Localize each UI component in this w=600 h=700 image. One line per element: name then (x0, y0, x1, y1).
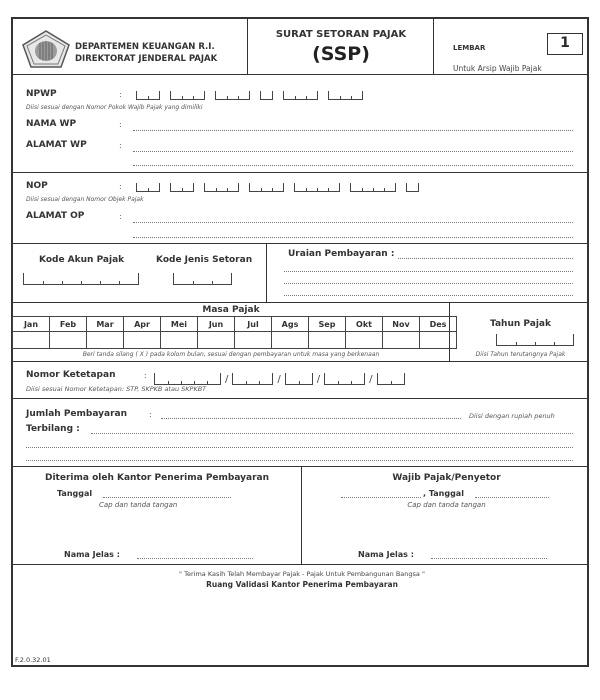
month-checkbox[interactable] (272, 332, 309, 349)
penyetor-nama-field[interactable] (431, 558, 547, 559)
penerima-tanggal-label: Tanggal (57, 489, 93, 498)
digit-cell[interactable] (193, 90, 204, 99)
month-label: Okt (346, 317, 383, 332)
nop-digit-group[interactable] (204, 183, 239, 192)
npwp-digit-group[interactable] (136, 91, 160, 100)
digit-cell[interactable] (62, 272, 81, 284)
digit-cell[interactable] (384, 182, 395, 191)
npwp-digit-group[interactable] (170, 91, 205, 100)
org-line-1: DEPARTEMEN KEUANGAN R.I. (75, 42, 215, 52)
kode-akun-digit-group[interactable] (23, 273, 139, 285)
digit-cell[interactable] (306, 90, 317, 99)
npwp-colon: : (119, 90, 122, 99)
month-checkbox[interactable] (124, 332, 161, 349)
alamat-op-label: ALAMAT OP (26, 211, 85, 221)
digit-cell[interactable] (351, 90, 362, 99)
tahun-pajak-input[interactable] (496, 334, 584, 346)
nop-colon: : (119, 182, 122, 191)
nomor-ketetapan-note: Diisi sesuai Nomor Ketetapan: STP, SKPKB atau SKPKBT (26, 385, 207, 393)
divider (13, 564, 587, 565)
digit-cell[interactable] (329, 90, 340, 99)
month-checkbox[interactable] (420, 332, 457, 349)
uraian-pembayaran-label: Uraian Pembayaran : (288, 249, 395, 259)
lembar-note: Untuk Arsip Wajib Pajak (453, 64, 542, 73)
uraian-pembayaran-field-line-4[interactable] (284, 295, 573, 296)
month-label: Ags (272, 317, 309, 332)
terbilang-field-line-3[interactable] (26, 460, 573, 461)
penerima-nama-field[interactable] (137, 558, 253, 559)
digit-cell[interactable] (246, 372, 259, 384)
month-checkbox[interactable] (383, 332, 420, 349)
nop-digit-group[interactable] (170, 183, 194, 192)
npwp-digit-group[interactable] (260, 91, 273, 100)
digit-cell[interactable] (317, 182, 328, 191)
month-label: Sep (309, 317, 346, 332)
npwp-label: NPWP (26, 89, 57, 99)
digit-cell[interactable] (306, 182, 317, 191)
digit-cell[interactable] (325, 372, 338, 384)
tahun-pajak-label: Tahun Pajak (490, 319, 551, 329)
digit-cell[interactable] (391, 372, 404, 384)
digit-cell[interactable] (407, 182, 418, 191)
month-label: Jan (13, 317, 50, 332)
digit-cell[interactable] (194, 372, 207, 384)
digit-cell[interactable] (216, 182, 227, 191)
npwp-digit-group[interactable] (283, 91, 318, 100)
alamat-op-field-line-2[interactable] (133, 237, 573, 238)
terbilang-field-line-2[interactable] (26, 447, 573, 448)
npwp-input[interactable] (136, 91, 373, 100)
tahun-digit-group[interactable] (496, 334, 574, 346)
ketetapan-digit-group[interactable] (377, 373, 405, 385)
nop-label: NOP (26, 181, 48, 191)
digit-cell[interactable] (516, 333, 535, 345)
digit-cell[interactable] (171, 90, 182, 99)
kode-jenis-setoran-input[interactable] (173, 273, 242, 285)
digit-cell[interactable] (182, 182, 193, 191)
thank-you-note: " Terima Kasih Telah Membayar Pajak - Pajak Untuk Pembangunan Bangsa " (179, 570, 425, 578)
digit-cell[interactable] (171, 182, 182, 191)
digit-cell[interactable] (295, 90, 306, 99)
divider (266, 243, 267, 302)
penerima-tanggal-field[interactable] (103, 497, 231, 498)
month-label: Jul (235, 317, 272, 332)
digit-cell[interactable] (100, 272, 119, 284)
nop-digit-group[interactable] (350, 183, 396, 192)
divider (13, 74, 587, 75)
ketetapan-digit-group[interactable] (232, 373, 273, 385)
nomor-ketetapan-input[interactable] (154, 373, 415, 385)
month-checkbox[interactable] (235, 332, 272, 349)
penyetor-title: Wajib Pajak/Penyetor (392, 473, 501, 483)
digit-cell[interactable] (233, 372, 246, 384)
terbilang-label: Terbilang : (26, 424, 80, 434)
digit-cell[interactable] (207, 372, 220, 384)
nomor-ketetapan-colon: : (144, 371, 147, 380)
digit-cell[interactable] (137, 90, 148, 99)
jumlah-pembayaran-note: Diisi dengan rupiah penuh (469, 412, 555, 420)
alamat-wp-field-line-2[interactable] (133, 165, 573, 166)
nop-digit-group[interactable] (406, 183, 419, 192)
jumlah-pembayaran-colon: : (149, 410, 152, 419)
month-label: Mar (87, 317, 124, 332)
separator-slash: / (369, 374, 373, 385)
digit-cell[interactable] (24, 272, 43, 284)
digit-cell[interactable] (227, 182, 238, 191)
jumlah-pembayaran-label: Jumlah Pembayaran (26, 409, 128, 419)
nama-wp-label: NAMA WP (26, 119, 77, 129)
digit-cell[interactable] (535, 333, 554, 345)
month-label: Des (420, 317, 457, 332)
form-code: F.2.0.32.01 (15, 656, 51, 664)
digit-cell[interactable] (250, 182, 261, 191)
divider (13, 172, 587, 173)
nomor-ketetapan-label: Nomor Ketetapan (26, 370, 116, 380)
month-label: Apr (124, 317, 161, 332)
uraian-pembayaran-field[interactable] (398, 258, 573, 259)
digit-cell[interactable] (299, 372, 312, 384)
digit-cell[interactable] (351, 182, 362, 191)
npwp-digit-group[interactable] (215, 91, 250, 100)
digit-cell[interactable] (119, 272, 138, 284)
divider (433, 19, 434, 74)
digit-cell[interactable] (295, 182, 306, 191)
organization-name (75, 41, 217, 65)
npwp-note: Diisi sesuai dengan Nomor Pokok Wajib Pajak yang dimiliki (26, 104, 203, 111)
uraian-pembayaran-field-line-3[interactable] (284, 283, 573, 284)
nop-digit-group[interactable] (249, 183, 284, 192)
npwp-digit-group[interactable] (328, 91, 363, 100)
digit-cell[interactable] (238, 90, 249, 99)
digit-cell[interactable] (351, 372, 364, 384)
digit-cell[interactable] (205, 182, 216, 191)
month-checkbox[interactable] (50, 332, 87, 349)
penyetor-cap-note: Cap dan tanda tangan (407, 501, 486, 509)
month-label: Jun (198, 317, 235, 332)
digit-cell[interactable] (193, 272, 212, 284)
digit-cell[interactable] (286, 372, 299, 384)
ministry-emblem-icon (21, 29, 71, 69)
separator-slash: / (277, 374, 281, 385)
penyetor-tanggal-field[interactable] (475, 497, 549, 498)
nama-wp-colon: : (119, 120, 122, 129)
nama-wp-field[interactable] (133, 130, 573, 131)
month-checkbox[interactable] (13, 332, 50, 349)
divider (13, 466, 587, 467)
ketetapan-digit-group[interactable] (285, 373, 313, 385)
form-title: SURAT SETORAN PAJAK (275, 29, 407, 40)
divider (13, 302, 587, 303)
digit-cell[interactable] (148, 90, 159, 99)
digit-cell[interactable] (284, 90, 295, 99)
digit-cell[interactable] (328, 182, 339, 191)
masa-pajak-note: Beri tanda silang ( X ) pada kolom bulan, sesuai dengan pembayaran untuk masa yang berkenaan (82, 351, 380, 358)
month-checkbox[interactable] (198, 332, 235, 349)
validation-area-label: Ruang Validasi Kantor Penerima Pembayaran (206, 580, 398, 589)
ssp-form (11, 17, 589, 667)
divider (13, 243, 587, 244)
digit-cell[interactable] (259, 372, 272, 384)
divider (13, 361, 587, 362)
separator-slash: / (316, 374, 321, 385)
digit-cell[interactable] (261, 182, 272, 191)
digit-cell[interactable] (137, 182, 148, 191)
alamat-wp-field[interactable] (133, 151, 573, 152)
nop-digit-group[interactable] (136, 183, 160, 192)
month-checkbox[interactable] (309, 332, 346, 349)
digit-cell[interactable] (81, 272, 100, 284)
jumlah-pembayaran-field[interactable] (161, 418, 461, 419)
kode-akun-pajak-label: Kode Akun Pajak (39, 255, 125, 265)
kode-jenis-digit-group[interactable] (173, 273, 232, 285)
terbilang-field[interactable] (91, 433, 573, 434)
digit-cell[interactable] (378, 372, 391, 384)
month-checkbox[interactable] (346, 332, 383, 349)
masa-pajak-label: Masa Pajak (202, 305, 260, 315)
divider (13, 398, 587, 399)
digit-cell[interactable] (261, 90, 272, 99)
digit-cell[interactable] (340, 90, 351, 99)
month-label: Feb (50, 317, 87, 332)
digit-cell[interactable] (148, 182, 159, 191)
month-checkbox[interactable] (161, 332, 198, 349)
month-label: Nov (383, 317, 420, 332)
alamat-wp-label: ALAMAT WP (26, 140, 87, 150)
penyetor-tempat-field[interactable] (341, 497, 421, 498)
digit-cell[interactable] (338, 372, 351, 384)
form-title-abbr: (SSP) (312, 43, 370, 65)
month-checkbox[interactable] (87, 332, 124, 349)
penyetor-nama-label: Nama Jelas : (358, 550, 414, 559)
separator-slash: / (225, 374, 229, 385)
digit-cell[interactable] (182, 90, 193, 99)
digit-cell[interactable] (216, 90, 227, 99)
lembar-label: LEMBAR (453, 44, 486, 52)
digit-cell[interactable] (168, 372, 181, 384)
alamat-op-field[interactable] (133, 222, 573, 223)
ketetapan-digit-group[interactable] (154, 373, 221, 385)
month-label: Mei (161, 317, 198, 332)
penerima-cap-note: Cap dan tanda tangan (99, 501, 178, 509)
alamat-op-colon: : (119, 212, 122, 221)
penerima-nama-label: Nama Jelas : (64, 550, 120, 559)
digit-cell[interactable] (174, 272, 193, 284)
kode-akun-pajak-input[interactable] (23, 273, 149, 285)
digit-cell[interactable] (227, 90, 238, 99)
org-line-2: DIREKTORAT JENDERAL PAJAK (75, 54, 218, 64)
digit-cell[interactable] (373, 182, 384, 191)
penerima-title: Diterima oleh Kantor Penerima Pembayaran (45, 473, 269, 483)
lembar-number: 1 (547, 33, 583, 55)
digit-cell[interactable] (155, 372, 168, 384)
digit-cell[interactable] (181, 372, 194, 384)
digit-cell[interactable] (43, 272, 62, 284)
nop-note: Diisi sesuai dengan Nomor Objek Pajak (26, 196, 144, 203)
nop-input[interactable] (136, 183, 429, 192)
kode-jenis-setoran-label: Kode Jenis Setoran (156, 255, 253, 265)
digit-cell[interactable] (212, 272, 231, 284)
digit-cell[interactable] (554, 333, 573, 345)
digit-cell[interactable] (362, 182, 373, 191)
uraian-pembayaran-field-line-2[interactable] (284, 271, 573, 272)
tahun-pajak-note: Diisi Tahun terutangnya Pajak (475, 351, 566, 358)
divider (247, 19, 248, 74)
nop-digit-group[interactable] (294, 183, 340, 192)
digit-cell[interactable] (497, 333, 516, 345)
masa-pajak-table (12, 316, 457, 349)
digit-cell[interactable] (272, 182, 283, 191)
alamat-wp-colon: : (119, 141, 122, 150)
penyetor-tanggal-label: , Tanggal (423, 489, 464, 498)
ketetapan-digit-group[interactable] (324, 373, 365, 385)
